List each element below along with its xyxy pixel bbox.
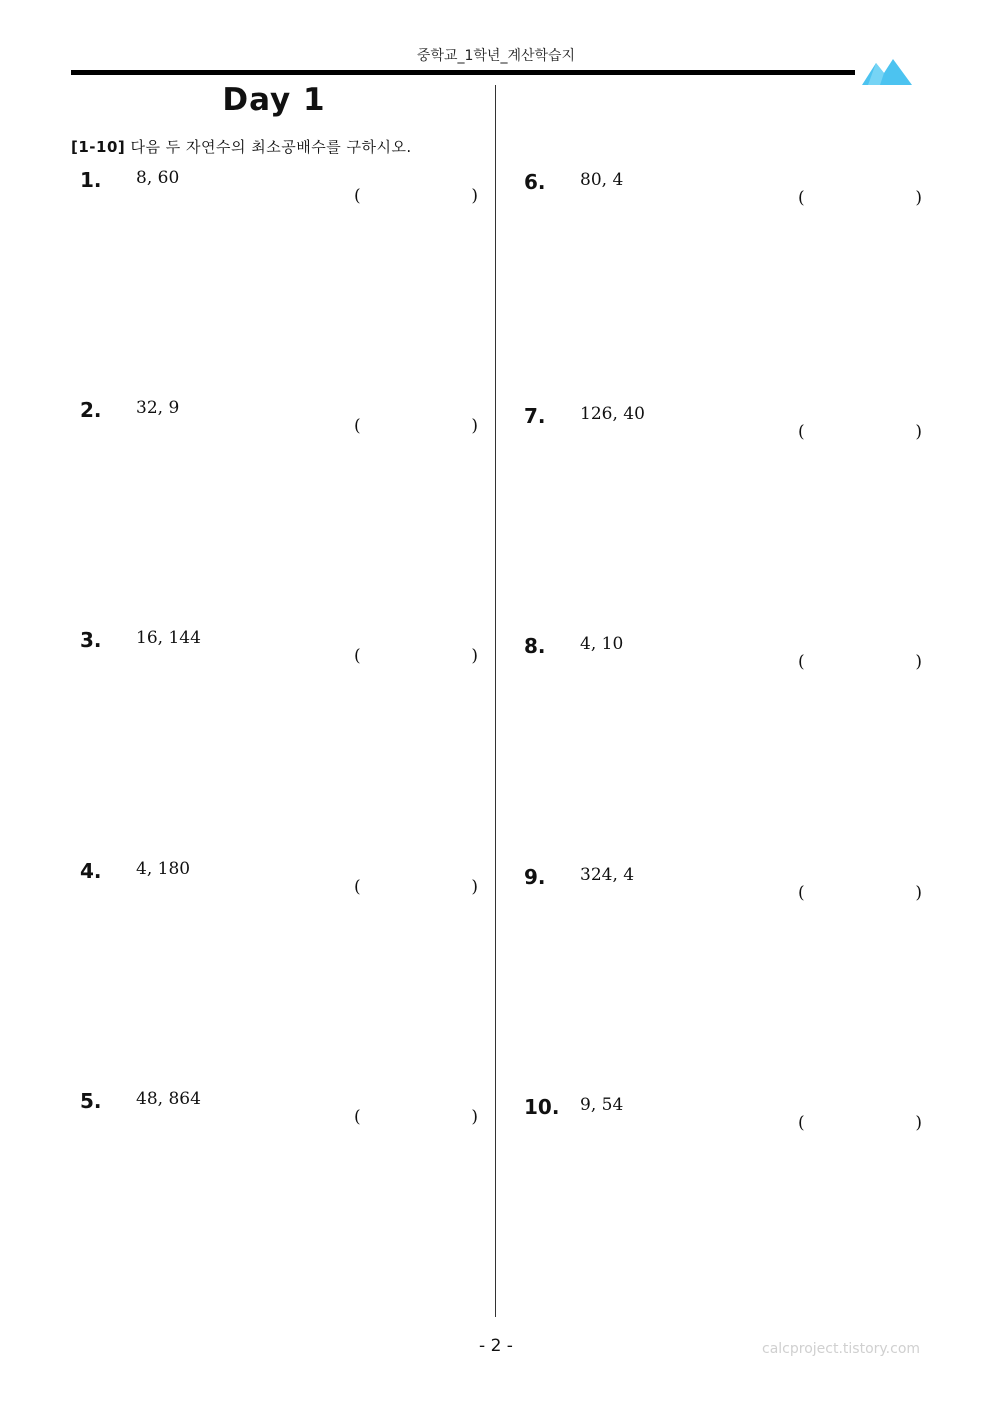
mountain-logo-icon — [862, 57, 912, 85]
answer-right-paren: ) — [471, 646, 478, 666]
answer-right-paren: ) — [471, 877, 478, 897]
answer-blank[interactable] — [798, 652, 922, 674]
instruction-text: 다음 두 자연수의 최소공배수를 구하시오. — [130, 138, 412, 156]
problem-expression: 9, 54 — [580, 1095, 624, 1115]
problem-4 — [80, 859, 500, 919]
answer-left-paren: ( — [798, 1113, 805, 1133]
problem-number: 4. — [80, 859, 102, 883]
answer-left-paren: ( — [798, 883, 805, 903]
answer-blank[interactable] — [354, 416, 478, 438]
answer-right-paren: ) — [915, 1113, 922, 1133]
problem-number: 9. — [524, 865, 546, 889]
header-rule — [71, 70, 855, 75]
problem-5 — [80, 1089, 500, 1149]
problem-2 — [80, 398, 500, 458]
problem-expression: 32, 9 — [136, 398, 180, 418]
problem-expression: 8, 60 — [136, 168, 180, 188]
problem-number: 6. — [524, 170, 546, 194]
answer-blank[interactable] — [798, 188, 922, 210]
answer-blank[interactable] — [798, 1113, 922, 1135]
answer-blank[interactable] — [354, 877, 478, 899]
answer-right-paren: ) — [471, 186, 478, 206]
answer-left-paren: ( — [354, 416, 361, 436]
answer-left-paren: ( — [798, 422, 805, 442]
instruction — [71, 136, 412, 157]
problem-number: 8. — [524, 634, 546, 658]
answer-blank[interactable] — [798, 883, 922, 905]
answer-right-paren: ) — [915, 883, 922, 903]
answer-left-paren: ( — [354, 186, 361, 206]
problem-expression: 4, 10 — [580, 634, 624, 654]
answer-blank[interactable] — [354, 1107, 478, 1129]
answer-right-paren: ) — [471, 1107, 478, 1127]
problem-expression: 48, 864 — [136, 1089, 201, 1109]
problem-6 — [524, 170, 944, 230]
page-number: - 2 - — [479, 1336, 513, 1356]
answer-blank[interactable] — [354, 646, 478, 668]
problem-expression: 4, 180 — [136, 859, 191, 879]
problem-number: 5. — [80, 1089, 102, 1113]
problem-number: 1. — [80, 168, 102, 192]
instruction-range: [1-10] — [71, 138, 126, 156]
answer-left-paren: ( — [798, 188, 805, 208]
problem-number: 2. — [80, 398, 102, 422]
watermark: calcproject.tistory.com — [762, 1341, 921, 1357]
answer-right-paren: ) — [471, 416, 478, 436]
answer-left-paren: ( — [354, 877, 361, 897]
problem-10 — [524, 1095, 944, 1155]
problem-8 — [524, 634, 944, 694]
day-title: Day 1 — [222, 82, 326, 118]
answer-right-paren: ) — [915, 422, 922, 442]
problem-9 — [524, 865, 944, 925]
answer-left-paren: ( — [798, 652, 805, 672]
problem-7 — [524, 404, 944, 464]
answer-right-paren: ) — [915, 188, 922, 208]
answer-left-paren: ( — [354, 1107, 361, 1127]
problem-number: 3. — [80, 628, 102, 652]
answer-left-paren: ( — [354, 646, 361, 666]
answer-right-paren: ) — [915, 652, 922, 672]
problem-expression: 126, 40 — [580, 404, 645, 424]
problem-expression: 16, 144 — [136, 628, 201, 648]
problem-3 — [80, 628, 500, 688]
answer-blank[interactable] — [354, 186, 478, 208]
problem-expression: 80, 4 — [580, 170, 624, 190]
header-title: 중학교_1학년_계산학습지 — [416, 48, 576, 64]
answer-blank[interactable] — [798, 422, 922, 444]
problem-expression: 324, 4 — [580, 865, 635, 885]
problem-number: 10. — [524, 1095, 560, 1119]
problem-1 — [80, 168, 500, 228]
problem-number: 7. — [524, 404, 546, 428]
